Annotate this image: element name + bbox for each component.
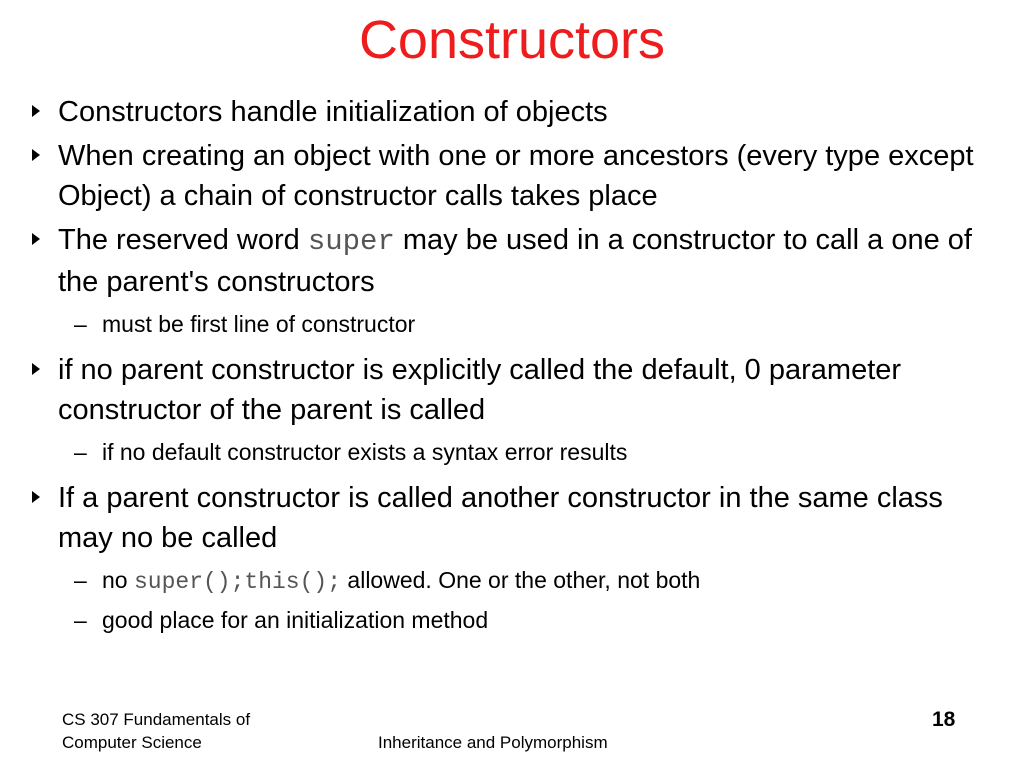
dash-icon: –: [74, 607, 87, 633]
code-super: super: [307, 225, 395, 258]
sub-bullet-text: if no default constructor exists a syntax error results: [102, 439, 628, 465]
slide-title: Constructors: [358, 10, 666, 70]
slide-number: 18: [932, 708, 956, 731]
triangle-bullet-icon: [32, 233, 40, 245]
bullet-item: [24, 136, 984, 216]
code-super-this: super();this();: [133, 569, 342, 595]
bullet-text-post: may be used in a constructor to call a one of the parent's constructors: [58, 224, 972, 298]
sub-bullet-item: [24, 308, 984, 340]
bullet-item: [24, 478, 984, 558]
sub-bullet-text: good place for an initialization method: [102, 607, 489, 633]
bullet-text: If a parent constructor is called another constructor in the same class may no be called: [58, 482, 943, 554]
sub-bullet-item: [24, 436, 984, 468]
bullet-item: [24, 350, 984, 430]
bullet-text: if no parent constructor is explicitly called the default, 0 parameter constructor of the parent is called: [58, 354, 902, 426]
dash-icon: –: [74, 567, 87, 593]
footer-course-line1: CS 307 Fundamentals of: [62, 710, 251, 729]
triangle-bullet-icon: [32, 363, 40, 375]
slide-content: [24, 92, 984, 646]
bullet-item: [24, 220, 984, 302]
footer-topic: Inheritance and Polymorphism: [378, 733, 608, 752]
bullet-text-pre: The reserved word: [58, 224, 308, 256]
bullet-text: When creating an object with one or more ancestors (every type except Object) a chain of constructor calls takes place: [58, 140, 974, 212]
sub-bullet-text: must be first line of constructor: [102, 311, 416, 337]
dash-icon: –: [74, 311, 87, 337]
sub-bullet-text-pre: no: [102, 567, 134, 593]
bullet-item: [24, 92, 984, 132]
sub-bullet-item: [24, 604, 984, 636]
triangle-bullet-icon: [32, 105, 40, 117]
dash-icon: –: [74, 439, 87, 465]
bullet-text: Constructors handle initialization of objects: [58, 96, 608, 128]
triangle-bullet-icon: [32, 491, 40, 503]
sub-bullet-item: [24, 564, 984, 598]
triangle-bullet-icon: [32, 149, 40, 161]
footer-course: [62, 708, 322, 754]
footer-course-line2: Computer Science: [62, 733, 202, 752]
sub-bullet-text-post: allowed. One or the other, not both: [341, 567, 701, 593]
